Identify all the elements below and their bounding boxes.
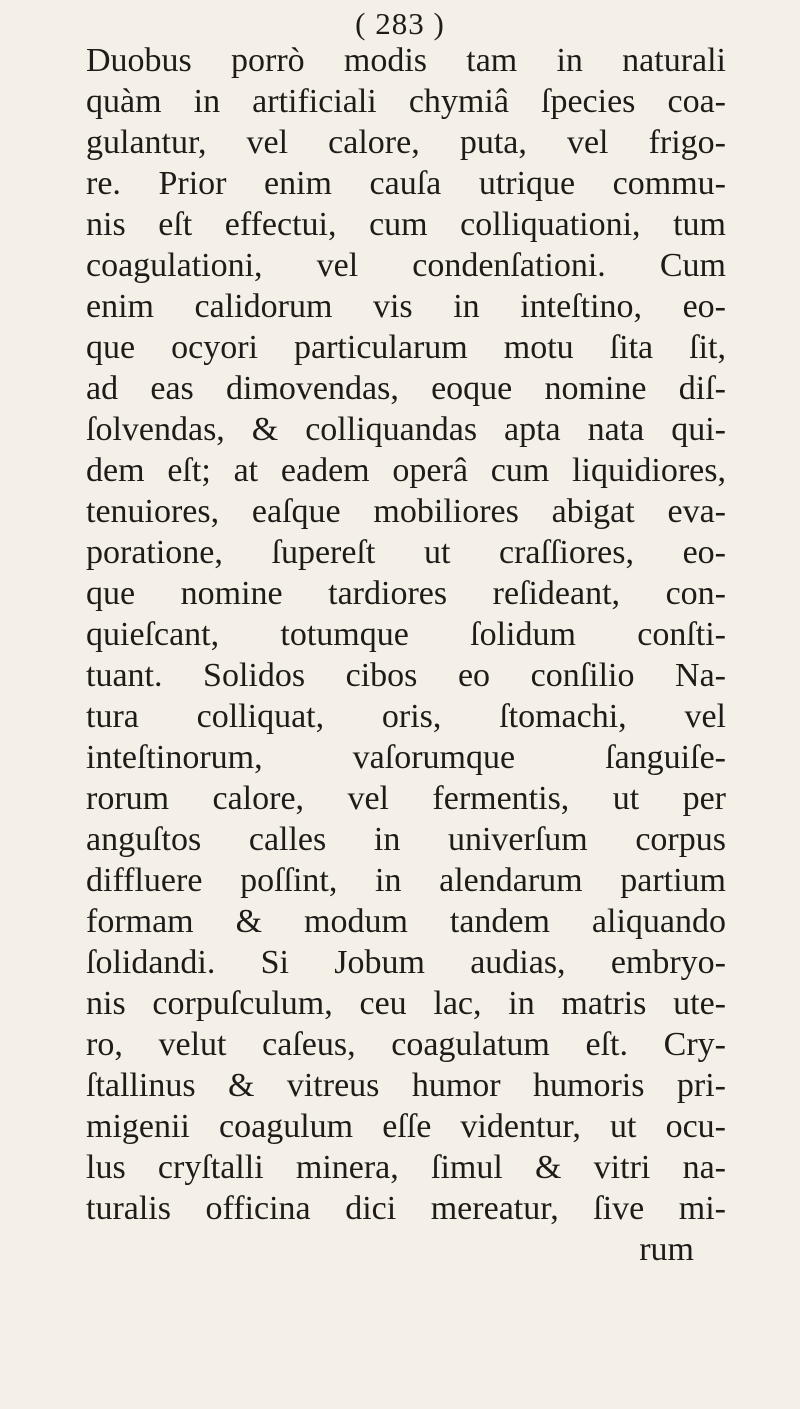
text-line: rorum calore, vel fermentis, ut per — [86, 780, 726, 817]
text-line: ad eas dimovendas, eoque nomine diſ- — [86, 370, 726, 407]
text-line: re. Prior enim cauſa utrique commu- — [86, 165, 726, 202]
text-line: inteſtinorum, vaſorumque ſanguiſe- — [86, 739, 726, 776]
text-line: tuant. Solidos cibos eo conſilio Na- — [86, 657, 726, 694]
body-text — [86, 40, 726, 1270]
text-line: que nomine tardiores reſideant, con- — [86, 575, 726, 612]
text-line: tenuiores, eaſque mobiliores abigat eva- — [86, 493, 726, 530]
text-line: anguſtos calles in univerſum corpus — [86, 821, 726, 858]
text-line: tura colliquat, oris, ſtomachi, vel — [86, 698, 726, 735]
text-line: Duobus porrò modis tam in naturali — [86, 42, 726, 79]
text-line: diffluere poſſint, in alendarum partium — [86, 862, 726, 899]
text-line: ſtallinus & vitreus humor humoris pri- — [86, 1067, 726, 1104]
text-line: quàm in artificiali chymiâ ſpecies coa- — [86, 83, 726, 120]
text-line: turalis officina dici mereatur, ſive mi- — [86, 1190, 726, 1227]
text-line: poratione, ſupereſt ut craſſiores, eo- — [86, 534, 726, 571]
text-line: ſolidandi. Si Jobum audias, embryo- — [86, 944, 726, 981]
text-line: ro, velut caſeus, coagulatum eſt. Cry- — [86, 1026, 726, 1063]
text-line: dem eſt; at eadem operâ cum liquidiores, — [86, 452, 726, 489]
text-line: quieſcant, totumque ſolidum conſti- — [86, 616, 726, 653]
text-line: nis eſt effectui, cum colliquationi, tum — [86, 206, 726, 243]
text-line: nis corpuſculum, ceu lac, in matris ute- — [86, 985, 726, 1022]
text-line: migenii coagulum eſſe videntur, ut ocu- — [86, 1108, 726, 1145]
page-number: ( 283 ) — [355, 6, 445, 41]
text-line: coagulationi, vel condenſationi. Cum — [86, 247, 726, 284]
text-line: ſolvendas, & colliquandas apta nata qui- — [86, 411, 726, 448]
text-line: lus cryſtalli minera, ſimul & vitri na- — [86, 1149, 726, 1186]
catchword: rum — [639, 1231, 694, 1268]
text-line: formam & modum tandem aliquando — [86, 903, 726, 940]
text-line: que ocyori particularum motu ſita ſit, — [86, 329, 726, 366]
text-line: enim calidorum vis in inteſtino, eo- — [86, 288, 726, 325]
text-line: gulantur, vel calore, puta, vel frigo- — [86, 124, 726, 161]
